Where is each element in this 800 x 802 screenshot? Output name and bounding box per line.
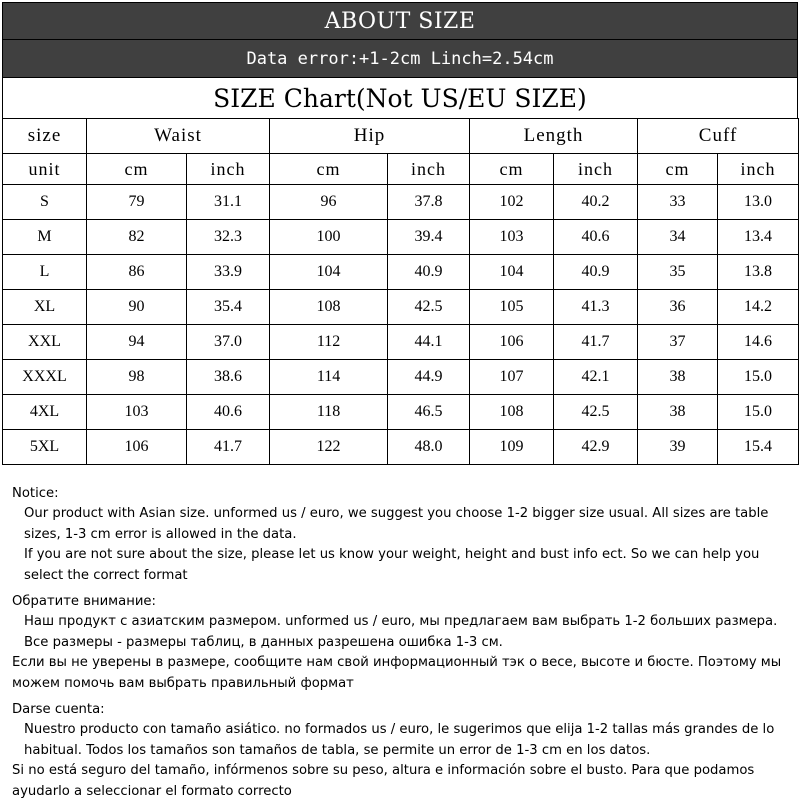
value-cell: 103 — [470, 220, 554, 255]
notice-ru-paragraph-1: Наш продукт с азиатским размером. unformed us / euro, мы предлагаем вам выбрать 1-2 больших размера. Все размеры - размеры таблиц, в данных разрешена ошибка 1-3 см. — [24, 614, 778, 650]
unit-cell: cm — [638, 154, 718, 185]
value-cell: 107 — [470, 360, 554, 395]
size-label-cell: XXL — [3, 325, 87, 360]
value-cell: 82 — [87, 220, 187, 255]
notice-en-paragraph-1: Our product with Asian size. unformed us / euro, we suggest you choose 1-2 bigger size usual. All sizes are table sizes, 1-3 cm error is allowed in the data. — [24, 506, 769, 542]
table-row — [3, 360, 799, 395]
value-cell: 38.6 — [187, 360, 270, 395]
value-cell: 39 — [638, 430, 718, 465]
value-cell: 112 — [270, 325, 388, 360]
column-header-size: size — [3, 119, 87, 154]
value-cell: 14.2 — [718, 290, 799, 325]
value-cell: 86 — [87, 255, 187, 290]
table-row — [3, 325, 799, 360]
value-cell: 42.5 — [388, 290, 470, 325]
value-cell: 38 — [638, 360, 718, 395]
size-table — [2, 118, 799, 465]
column-header-waist: Waist — [87, 119, 270, 154]
unit-cell: cm — [87, 154, 187, 185]
value-cell: 94 — [87, 325, 187, 360]
unit-cell: cm — [270, 154, 388, 185]
table-row — [3, 185, 799, 220]
value-cell: 104 — [470, 255, 554, 290]
notice-es-heading: Darse cuenta: — [12, 702, 105, 718]
value-cell: 40.9 — [554, 255, 638, 290]
value-cell: 41.7 — [187, 430, 270, 465]
about-size-title: ABOUT SIZE — [2, 2, 798, 40]
value-cell: 40.6 — [554, 220, 638, 255]
value-cell: 102 — [470, 185, 554, 220]
notice-en-heading: Notice: — [12, 486, 59, 501]
value-cell: 35 — [638, 255, 718, 290]
value-cell: 109 — [470, 430, 554, 465]
notice-es-paragraph-2: Si no está seguro del tamaño, infórmenos sobre su peso, altura e información sobre el busto. Para que podamos ayudarlo a seleccionar el formato correcto — [12, 763, 755, 799]
value-cell: 37.0 — [187, 325, 270, 360]
notice-en-paragraph-2: If you are not sure about the size, please let us know your weight, height and bust info ect. So we can help you select the correct format — [24, 547, 760, 583]
value-cell: 37 — [638, 325, 718, 360]
value-cell: 39.4 — [388, 220, 470, 255]
value-cell: 38 — [638, 395, 718, 430]
column-header-hip: Hip — [270, 119, 470, 154]
value-cell: 106 — [87, 430, 187, 465]
value-cell: 48.0 — [388, 430, 470, 465]
notice-section — [12, 484, 796, 802]
value-cell: 104 — [270, 255, 388, 290]
value-cell: 100 — [270, 220, 388, 255]
size-label-cell: 4XL — [3, 395, 87, 430]
value-cell: 98 — [87, 360, 187, 395]
value-cell: 108 — [270, 290, 388, 325]
value-cell: 31.1 — [187, 185, 270, 220]
value-cell: 34 — [638, 220, 718, 255]
column-header-cuff: Cuff — [638, 119, 799, 154]
value-cell: 114 — [270, 360, 388, 395]
table-row — [3, 290, 799, 325]
value-cell: 35.4 — [187, 290, 270, 325]
value-cell: 44.1 — [388, 325, 470, 360]
value-cell: 36 — [638, 290, 718, 325]
value-cell: 14.6 — [718, 325, 799, 360]
size-label-cell: M — [3, 220, 87, 255]
value-cell: 79 — [87, 185, 187, 220]
value-cell: 15.4 — [718, 430, 799, 465]
value-cell: 15.0 — [718, 360, 799, 395]
notice-es-paragraph-1: Nuestro producto con tamaño asiático. no formados us / euro, le sugerimos que elija 1-2 tallas más grandes de lo habitual. Todos los tamaños son tamaños de tabla, se permite un error de 1-3 cm en los datos. — [24, 722, 775, 758]
table-row — [3, 220, 799, 255]
value-cell: 32.3 — [187, 220, 270, 255]
value-cell: 103 — [87, 395, 187, 430]
size-label-cell: XL — [3, 290, 87, 325]
value-cell: 108 — [470, 395, 554, 430]
size-label-cell: S — [3, 185, 87, 220]
value-cell: 42.1 — [554, 360, 638, 395]
notice-ru-paragraph-2: Если вы не уверены в размере, сообщите нам свой информационный тэк о весе, высоте и бюсте. Поэтому мы можем помочь вам выбрать правильный формат — [12, 655, 782, 691]
value-cell: 41.7 — [554, 325, 638, 360]
value-cell: 13.0 — [718, 185, 799, 220]
size-chart-title: SIZE Chart(Not US/EU SIZE) — [2, 78, 798, 118]
size-label-cell: XXXL — [3, 360, 87, 395]
value-cell: 46.5 — [388, 395, 470, 430]
unit-cell: cm — [470, 154, 554, 185]
value-cell: 33 — [638, 185, 718, 220]
value-cell: 33.9 — [187, 255, 270, 290]
value-cell: 90 — [87, 290, 187, 325]
value-cell: 96 — [270, 185, 388, 220]
table-row — [3, 430, 799, 465]
column-header-length: Length — [470, 119, 638, 154]
notice-ru-heading: Обратите внимание: — [12, 594, 156, 610]
value-cell: 40.2 — [554, 185, 638, 220]
value-cell: 122 — [270, 430, 388, 465]
unit-cell: inch — [554, 154, 638, 185]
value-cell: 13.4 — [718, 220, 799, 255]
value-cell: 105 — [470, 290, 554, 325]
unit-cell: inch — [718, 154, 799, 185]
value-cell: 42.5 — [554, 395, 638, 430]
value-cell: 37.8 — [388, 185, 470, 220]
size-label-cell: 5XL — [3, 430, 87, 465]
value-cell: 41.3 — [554, 290, 638, 325]
unit-cell: inch — [187, 154, 270, 185]
value-cell: 40.9 — [388, 255, 470, 290]
value-cell: 118 — [270, 395, 388, 430]
unit-cell: inch — [388, 154, 470, 185]
value-cell: 40.6 — [187, 395, 270, 430]
value-cell: 15.0 — [718, 395, 799, 430]
table-row — [3, 255, 799, 290]
value-cell: 106 — [470, 325, 554, 360]
value-cell: 44.9 — [388, 360, 470, 395]
data-error-note: Data error:+1-2cm Linch=2.54cm — [2, 40, 798, 78]
size-label-cell: L — [3, 255, 87, 290]
table-row — [3, 395, 799, 430]
value-cell: 42.9 — [554, 430, 638, 465]
unit-cell: unit — [3, 154, 87, 185]
value-cell: 13.8 — [718, 255, 799, 290]
